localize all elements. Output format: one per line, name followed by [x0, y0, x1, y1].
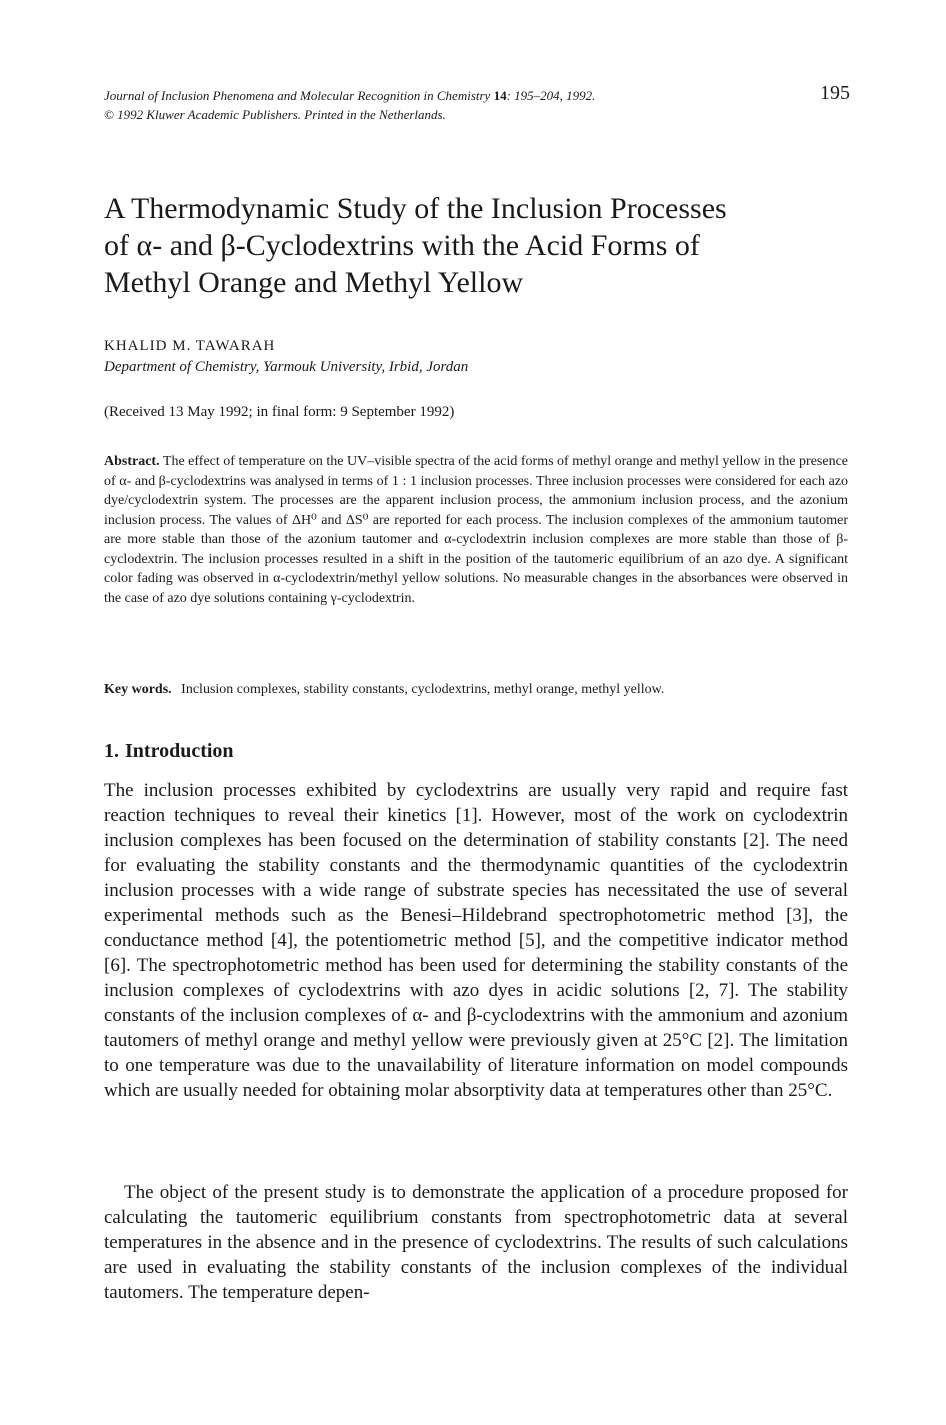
page-number: 195 [820, 82, 850, 104]
abstract [104, 452, 848, 608]
keywords [104, 682, 848, 698]
section-title: Introduction [125, 740, 234, 762]
body-paragraph: The inclusion processes exhibited by cyclodextrins are usually very rapid and require fast reaction techniques to reveal their kinetics [1]. However, most of the work on cyclodextrin inclusion complexes has been focused on the determination of stability constants [2]. The need for evaluating the stability constants and the thermodynamic quantities of the cyclodextrin inclusion processes with a wide range of substrate species has necessitated the use of several experimental methods such as the Benesi–Hildebrand spectrophotometric method [3], the conductance method [4], the potentiometric method [5], and the competitive indicator method [6]. The spectrophotometric method has been used for determining the stability constants of the inclusion complexes of cyclodextrins with azo dyes in acidic solutions [2, 7]. The stability constants of the inclusion complexes of α- and β-cyclodextrins with the ammonium and azonium tautomers of methyl orange and methyl yellow were previously given at 25°C [2]. The limitation to one temperature was due to the unavailability of literature information on model compounds which are usually needed for obtaining molar absorptivity data at temperatures other than 25°C. [104, 780, 848, 1101]
title-line-1: A Thermodynamic Study of the Inclusion Processes [104, 192, 727, 225]
keywords-label: Key words. [104, 682, 172, 697]
body-paragraph: The object of the present study is to demonstrate the application of a procedure proposed for calculating the tautomeric equilibrium constants from spectrophotometric data at several temperatures in the absence and in the presence of cyclodextrins. The results of such calculations are used in evaluating the stability constants of the inclusion complexes of the individual tautomers. The temperature depen- [104, 1182, 848, 1303]
journal-header [104, 86, 864, 124]
paper-title [104, 190, 864, 301]
author-name: KHALID M. TAWARAH [104, 338, 276, 354]
journal-pages-year: : 195–204, 1992. [506, 88, 596, 103]
journal-name: Journal of Inclusion Phenomena and Molecular Recognition in Chemistry [104, 88, 491, 103]
title-line-3: Methyl Orange and Methyl Yellow [104, 266, 524, 299]
section-heading-introduction [104, 740, 234, 763]
title-line-2: of α- and β-Cyclodextrins with the Acid Forms of [104, 229, 700, 262]
journal-citation [104, 86, 864, 105]
author-affiliation: Department of Chemistry, Yarmouk University, Irbid, Jordan [104, 359, 469, 375]
journal-volume: 14 [493, 88, 507, 103]
keywords-text: Inclusion complexes, stability constants, cyclodextrins, methyl orange, methyl yellow. [181, 682, 665, 697]
section-number: 1. [104, 740, 119, 762]
abstract-label: Abstract. [104, 454, 160, 469]
received-dates: (Received 13 May 1992; in final form: 9 September 1992) [104, 404, 455, 420]
copyright-line: © 1992 Kluwer Academic Publishers. Printed in the Netherlands. [104, 107, 446, 122]
abstract-text: The effect of temperature on the UV–visible spectra of the acid forms of methyl orange and methyl yellow in the presence of α- and β-cyclodextrins was analysed in terms of 1 : 1 inclusion processes. Three inclusion processes were considered for each azo dye/cyclodextrin system. The processes are the apparent inclusion process, the ammonium inclusion process, and the azonium inclusion process. The values of ΔH⁰ and ΔS⁰ are reported for each process. The inclusion complexes of the ammonium tautomer are more stable than those of the azonium tautomer and α-cyclodextrin inclusion complexes are more stable than those of β-cyclodextrin. The inclusion processes resulted in a shift in the position of the tautomeric equilibrium of an azo dye. A significant color fading was observed in α-cyclodextrin/methyl yellow solutions. No measurable changes in the absorbances were observed in the case of azo dye solutions containing γ-cyclodextrin. [104, 454, 849, 606]
